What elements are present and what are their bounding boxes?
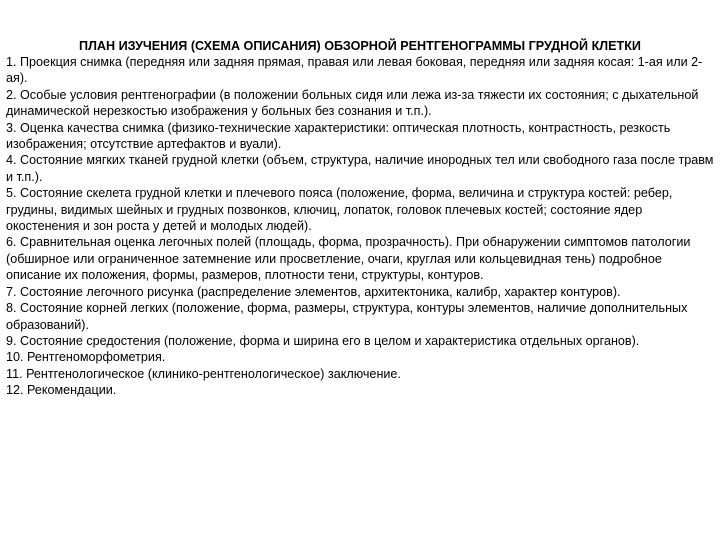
list-item-morphometry: 10. Рентгеноморфометрия. [6, 350, 166, 365]
list-item-lung-fields: 6. Сравнительная оценка легочных полей (площадь, форма, прозрачность). При обнаружении симптомов патологии (обширное или ограниченное затемнение или просветление, очаги, круглая или кольцевидная тень) подробное описание их положения, формы, размеров, плотности тени, структуры, контуров. [6, 235, 691, 283]
list-item-image-quality: 3. Оценка качества снимка (физико-технические характеристики: оптическая плотность, контрастность, резкость изображения; отсутствие артефактов и вуали). [6, 120, 671, 152]
document-body [6, 54, 714, 399]
list-item-special-conditions: 2. Особые условия рентгенографии (в положении больных сидя или лежа из-за тяжести их состояния; с дыхательной динамической нерезкостью изображения у больных без сознания и т.п.). [6, 87, 699, 119]
list-item-soft-tissues: 4. Состояние мягких тканей грудной клетки (объем, структура, наличие инородных тел или свободного газа после травм и т.п.). [6, 153, 714, 184]
list-item-lung-roots: 8. Состояние корней легких (положение, форма, размеры, структура, контуры элементов, наличие дополнительных образований). [6, 301, 688, 332]
list-item-lung-pattern: 7. Состояние легочного рисунка (распределение элементов, архитектоника, калибр, характер контуров). [6, 284, 621, 299]
document-title: ПЛАН ИЗУЧЕНИЯ (СХЕМА ОПИСАНИЯ) ОБЗОРНОЙ РЕНТГЕНОГРАММЫ ГРУДНОЙ КЛЕТКИ [79, 39, 641, 53]
list-item-mediastinum: 9. Состояние средостения (положение, форма и ширина его в целом и характеристика отдельных органов). [6, 333, 640, 348]
list-item-projection: 1. Проекция снимка (передняя или задняя прямая, правая или левая боковая, передняя или задняя косая: 1-ая или 2-ая). [6, 55, 703, 86]
list-item-conclusion: 11. Рентгенологическое (клинико-рентгенологическое) заключение. [6, 366, 401, 381]
list-item-skeleton: 5. Состояние скелета грудной клетки и плечевого пояса (положение, форма, величина и структура костей: ребер, грудины, видимых шейных и грудных позвонков, ключиц, лопаток, головок плечевых костей; состояние ядер окостенения и зон роста у детей и молодых людей). [6, 186, 673, 234]
list-item-recommendations: 12. Рекомендации. [6, 383, 117, 398]
